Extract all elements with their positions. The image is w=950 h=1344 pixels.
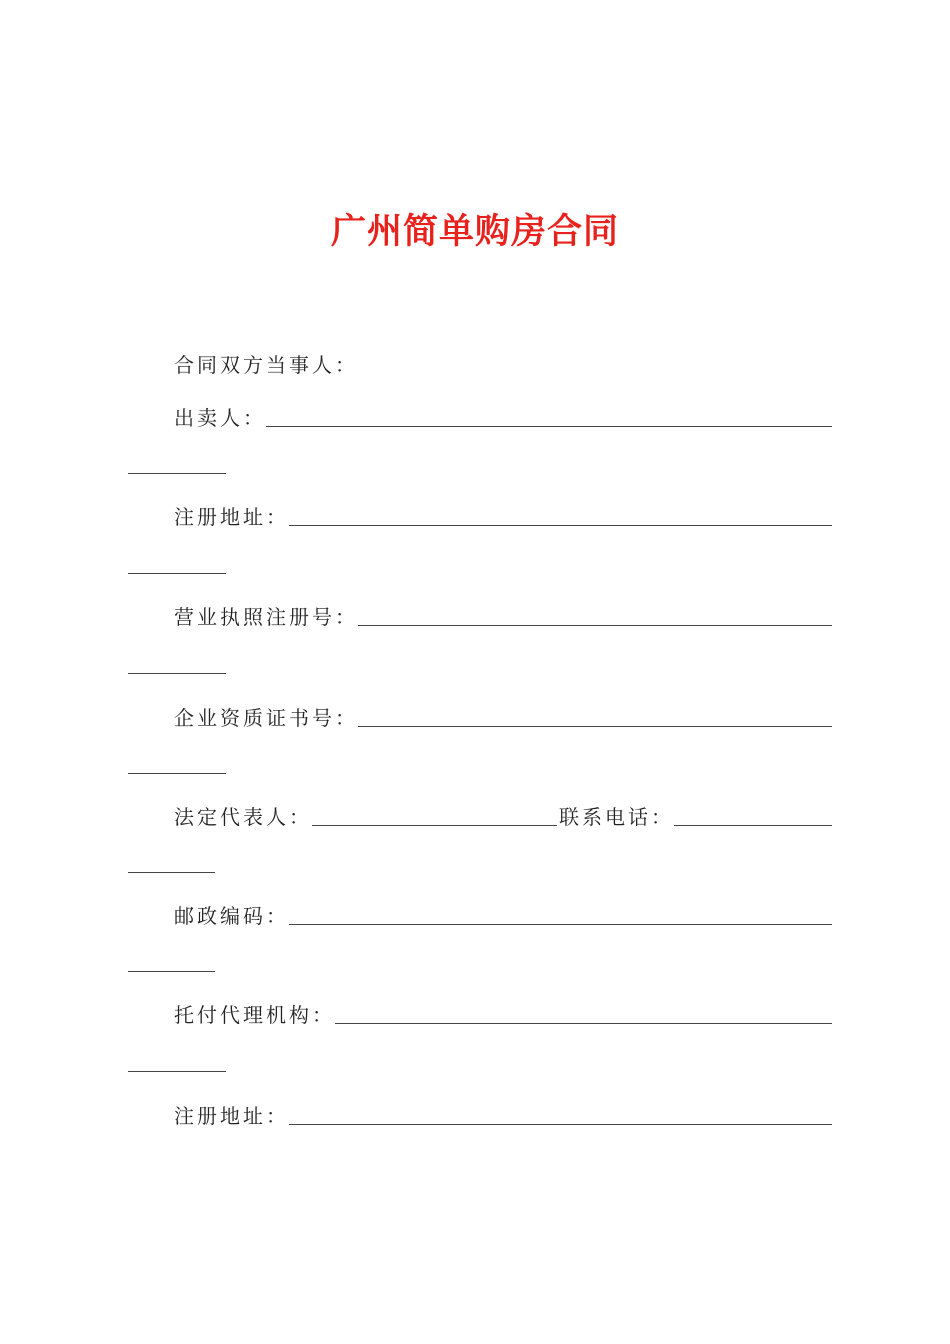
license-blank-continued <box>128 673 226 674</box>
phone-label: 联系电话： <box>559 805 674 829</box>
agent-label: 托付代理机构： <box>174 1003 335 1027</box>
qualification-label: 企业资质证书号： <box>174 706 358 730</box>
seller-blank-continued <box>128 473 226 474</box>
license-label: 营业执照注册号： <box>174 605 358 629</box>
agent-row <box>174 997 832 1027</box>
postcode-row <box>174 898 832 928</box>
reg-address-blank-1-continued <box>128 573 226 574</box>
reg-address-row-2 <box>174 1098 832 1128</box>
qualification-blank-continued <box>128 773 226 774</box>
postcode-blank[interactable] <box>289 904 832 925</box>
postcode-blank-continued <box>128 971 215 972</box>
seller-blank[interactable] <box>266 406 832 427</box>
parties-heading: 合同双方当事人： <box>174 353 358 377</box>
reg-address-label-2: 注册地址： <box>174 1104 289 1128</box>
qualification-row <box>174 700 832 730</box>
document-title: 广州简单购房合同 <box>330 211 619 252</box>
reg-address-blank-1[interactable] <box>289 505 832 526</box>
phone-blank-continued <box>128 872 215 873</box>
license-blank[interactable] <box>358 605 832 626</box>
seller-row <box>174 400 832 430</box>
reg-address-blank-2[interactable] <box>289 1104 832 1125</box>
phone-blank[interactable] <box>674 805 832 826</box>
qualification-blank[interactable] <box>358 706 832 727</box>
agent-blank-continued <box>128 1071 226 1072</box>
legal-rep-blank[interactable] <box>312 805 557 826</box>
postcode-label: 邮政编码： <box>174 904 289 928</box>
license-row <box>174 599 832 629</box>
reg-address-label-1: 注册地址： <box>174 505 289 529</box>
agent-blank[interactable] <box>335 1003 832 1024</box>
legal-rep-label: 法定代表人： <box>174 805 312 829</box>
reg-address-row-1 <box>174 499 832 529</box>
legal-rep-row <box>174 799 832 829</box>
seller-label: 出卖人： <box>174 406 266 430</box>
